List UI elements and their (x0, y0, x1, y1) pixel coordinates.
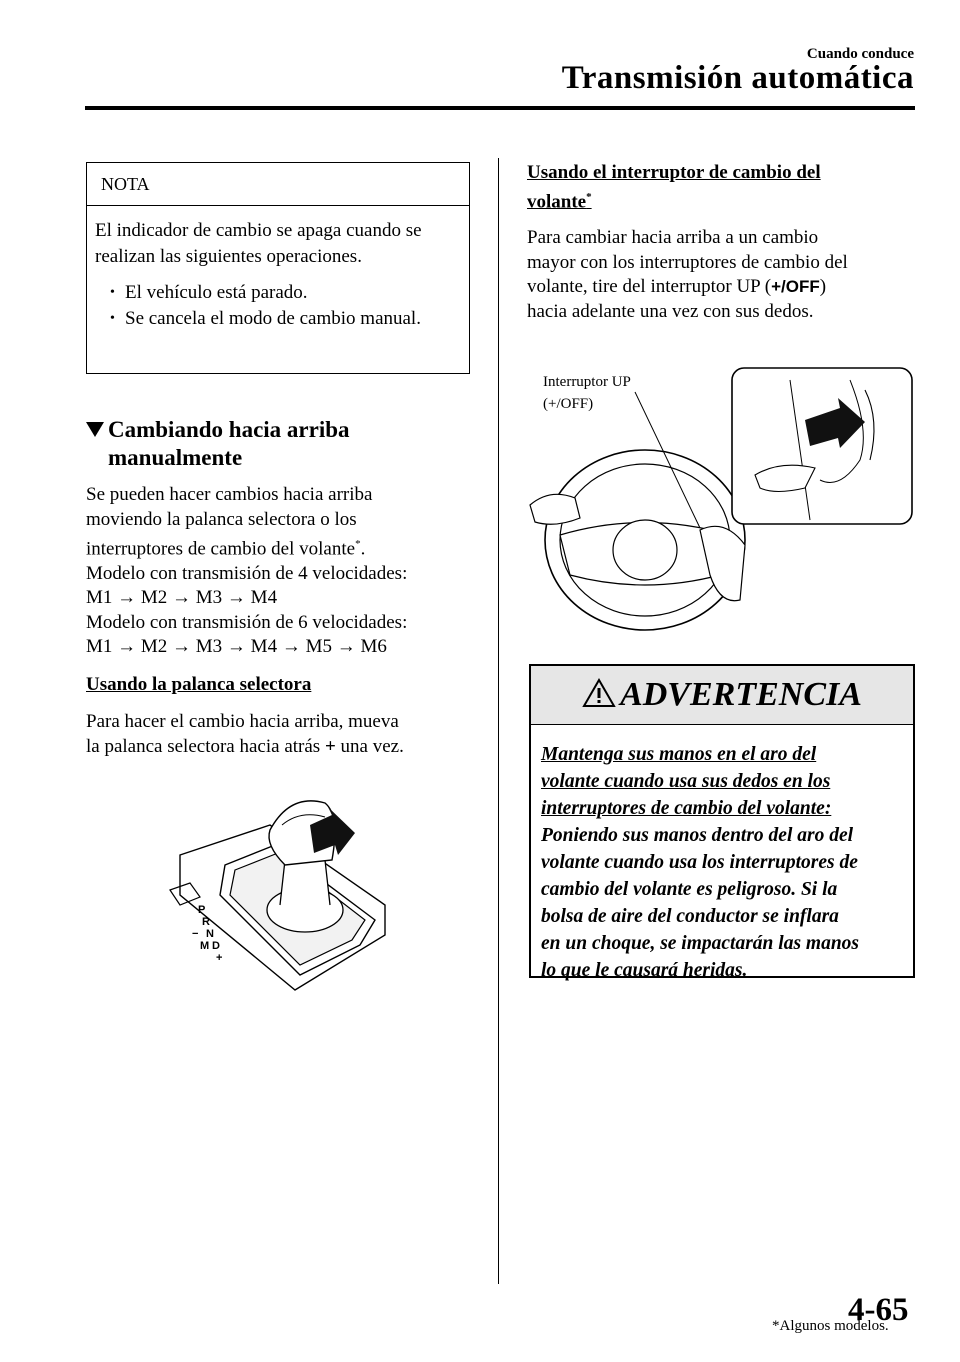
model4-sequence: M1 → M2 → M3 → M4 (86, 587, 278, 609)
model4-label: Modelo con transmisión de 4 velocidades: (86, 562, 408, 584)
model6-sequence: M1 → M2 → M3 → M4 → M5 → M6 (86, 636, 387, 658)
warning-triangle-icon (582, 678, 616, 708)
warning-title: ADVERTENCIA (620, 676, 862, 713)
header-rule (85, 106, 915, 110)
gear-p-label: P (198, 904, 206, 916)
page-title: Transmisión automática (561, 60, 914, 96)
steering-wheel-illustration (520, 360, 920, 660)
gear-plus-label: + (216, 952, 223, 964)
section-heading: Cambiando hacia arriba manualmente (86, 416, 350, 472)
model6-label: Modelo con transmisión de 6 velocidades: (86, 611, 408, 633)
note-label: NOTA (87, 163, 469, 206)
header-section: Cuando conduce (806, 46, 914, 62)
column-divider (498, 158, 499, 1284)
gear-m-label: M (200, 940, 210, 952)
warning-text: Mantenga sus manos en el aro del volante cuando usa sus dedos en los interruptores de cambio del volante: Poniendo sus manos dentro del aro del volante cuando usa los interruptores de cambio del volante es peligroso. Si la bolsa de aire del conductor se inflara en un choque, se impactarán las manos lo que le causará heridas. (541, 744, 860, 981)
callout-label-line1: Interruptor UP (543, 374, 631, 390)
triangle-bullet-icon (86, 422, 104, 437)
warning-header (531, 666, 913, 725)
note-box (86, 162, 470, 374)
plus-icon: + (324, 735, 336, 757)
paddle-paragraph: Para cambiar hacia arriba a un cambio mayor con los interruptores de cambio del volante, tire del interruptor UP (+/OFF) hacia adelante una vez con sus dedos. (527, 227, 848, 322)
footnote: *Algunos modelos. (772, 1318, 889, 1334)
gear-minus-label: − (192, 928, 199, 940)
paddle-heading: Usando el interruptor de cambio del volante* (527, 162, 821, 213)
note-bullet: • El vehículo está parado. (95, 280, 459, 306)
note-text: El indicador de cambio se apaga cuando se realizan las siguientes operaciones. (95, 220, 422, 267)
page-number: 4-65 (848, 1292, 909, 1328)
intro-paragraph: Se pueden hacer cambios hacia arriba moviendo la palanca selectora o los interruptores de cambio del volante*. Modelo con transmisión de 4 velocidades: M1 → M2 → M3 → M4 Modelo con transmisión de 6 velocidades: M1 → M2 → M3 → M4 → M5 → M6 (86, 483, 407, 660)
up-off-symbol: +/OFF (771, 277, 820, 296)
shift-lever-illustration (160, 785, 400, 995)
gear-r-label: R (202, 916, 210, 928)
note-bullet: • Se cancela el modo de cambio manual. (95, 306, 459, 332)
lever-heading: Usando la palanca selectora (86, 674, 312, 695)
note-bullets (95, 280, 459, 332)
gear-d-label: D (212, 940, 220, 952)
lever-paragraph: Para hacer el cambio hacia arriba, mueva la palanca selectora hacia atrás + una vez. (86, 711, 404, 757)
callout-label-line2: (+/OFF) (543, 396, 594, 412)
warning-box (529, 664, 915, 981)
gear-n-label: N (206, 928, 214, 940)
